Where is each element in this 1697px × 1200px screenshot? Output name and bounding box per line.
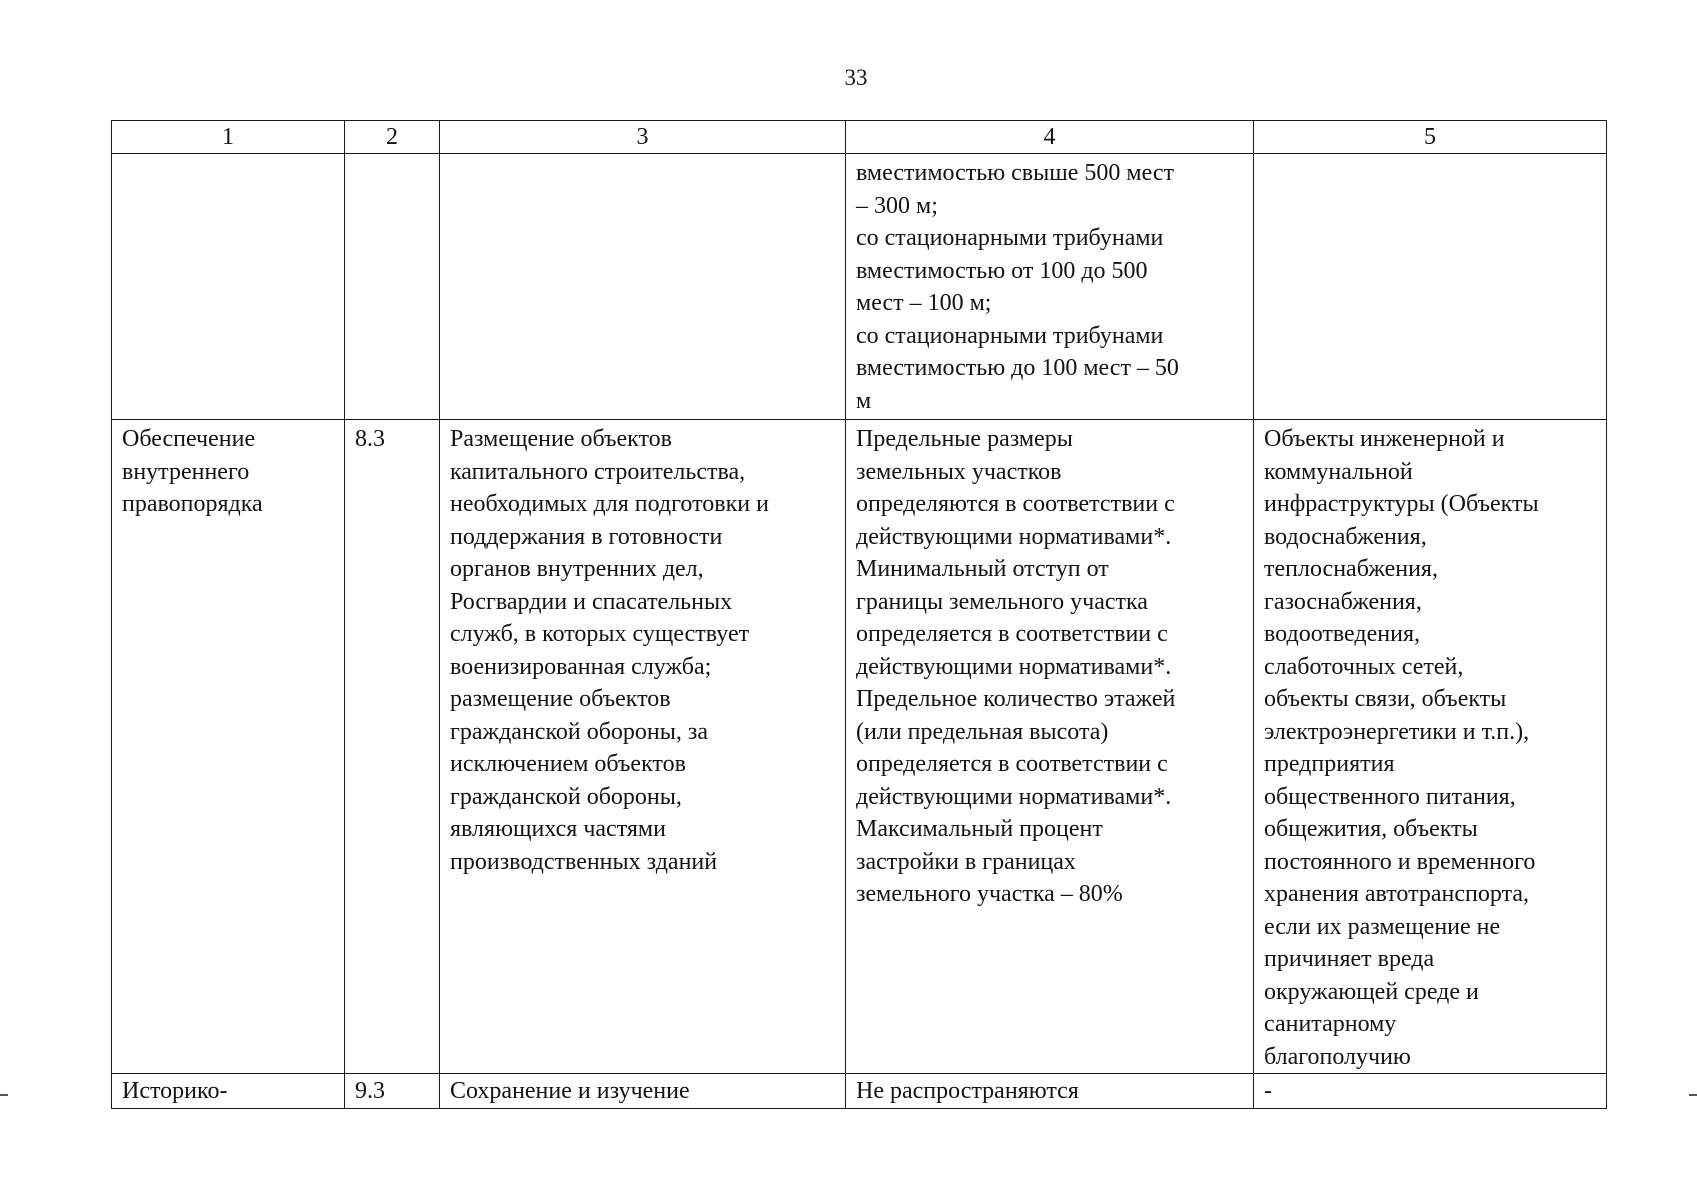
table-header-row bbox=[112, 121, 1607, 154]
cell-parameters bbox=[846, 1074, 1254, 1109]
cell-use-description bbox=[440, 420, 846, 1074]
cell-use-code bbox=[345, 420, 440, 1074]
cell-text: Сохранение и изучение bbox=[450, 1078, 690, 1104]
cell-auxiliary-uses bbox=[1254, 154, 1607, 420]
table-row bbox=[112, 154, 1607, 420]
cell-text: Обеспечение внутреннего правопорядка bbox=[122, 426, 263, 517]
zoning-regulations-table bbox=[111, 120, 1607, 1109]
cell-auxiliary-uses bbox=[1254, 1074, 1607, 1109]
column-header: 5 bbox=[1254, 121, 1607, 154]
cell-use-description bbox=[440, 1074, 846, 1109]
cell-text: - bbox=[1264, 1078, 1272, 1104]
cell-parameters bbox=[846, 154, 1254, 420]
column-header: 3 bbox=[440, 121, 846, 154]
cell-text: вместимостью свыше 500 мест – 300 м; со стационарными трибунами вместимостью от 100 до 500 мест – 100 м; со стационарными трибунами вместимостью до 100 мест – 50 м bbox=[856, 160, 1179, 414]
cell-use-description bbox=[440, 154, 846, 420]
cell-parameters bbox=[846, 420, 1254, 1074]
cell-text: Не распространяются bbox=[856, 1078, 1079, 1104]
cell-use-name bbox=[112, 154, 345, 420]
left-margin-mark bbox=[0, 1094, 8, 1096]
cell-text: Размещение объектов капитального строительства, необходимых для подготовки и поддержания в готовности органов внутренних дел, Росгвардии и спасательных служб, в которых существует военизированная служба; размещение объектов гражданской обороны, за исключением объектов гражданской обороны, являющихся частями производственных зданий bbox=[450, 426, 769, 875]
table-row bbox=[112, 1074, 1607, 1109]
right-margin-mark bbox=[1689, 1094, 1697, 1096]
column-header: 2 bbox=[345, 121, 440, 154]
cell-auxiliary-uses bbox=[1254, 420, 1607, 1074]
cell-text: Историко- bbox=[122, 1078, 228, 1104]
cell-use-code bbox=[345, 154, 440, 420]
cell-use-name bbox=[112, 1074, 345, 1109]
cell-text: Объекты инженерной и коммунальной инфраструктуры (Объекты водоснабжения, теплоснабжения, газоснабжения, водоотведения, слаботочных сетей, объекты связи, объекты электроэнергетики и т.п.), предприятия общественного питания, общежития, объекты постоянного и временного хранения автотранспорта, если их размещение не причиняет вреда окружающей среде и санитарному благополучию bbox=[1264, 426, 1539, 1070]
table-row bbox=[112, 420, 1607, 1074]
cell-text: Предельные размеры земельных участков определяются в соответствии с действующими нормативами*. Минимальный отступ от границы земельного участка определяется в соответствии с действующими нормативами*. Предельное количество этажей (или предельная высота) определяется в соответствии с действующими нормативами*. Максимальный процент застройки в границах земельного участка – 80% bbox=[856, 426, 1176, 907]
cell-text: 8.3 bbox=[355, 426, 385, 452]
page-number: 33 bbox=[844, 65, 868, 90]
cell-use-name bbox=[112, 420, 345, 1074]
cell-text: 9.3 bbox=[355, 1078, 385, 1104]
column-header: 4 bbox=[846, 121, 1254, 154]
column-header: 1 bbox=[112, 121, 345, 154]
cell-use-code bbox=[345, 1074, 440, 1109]
